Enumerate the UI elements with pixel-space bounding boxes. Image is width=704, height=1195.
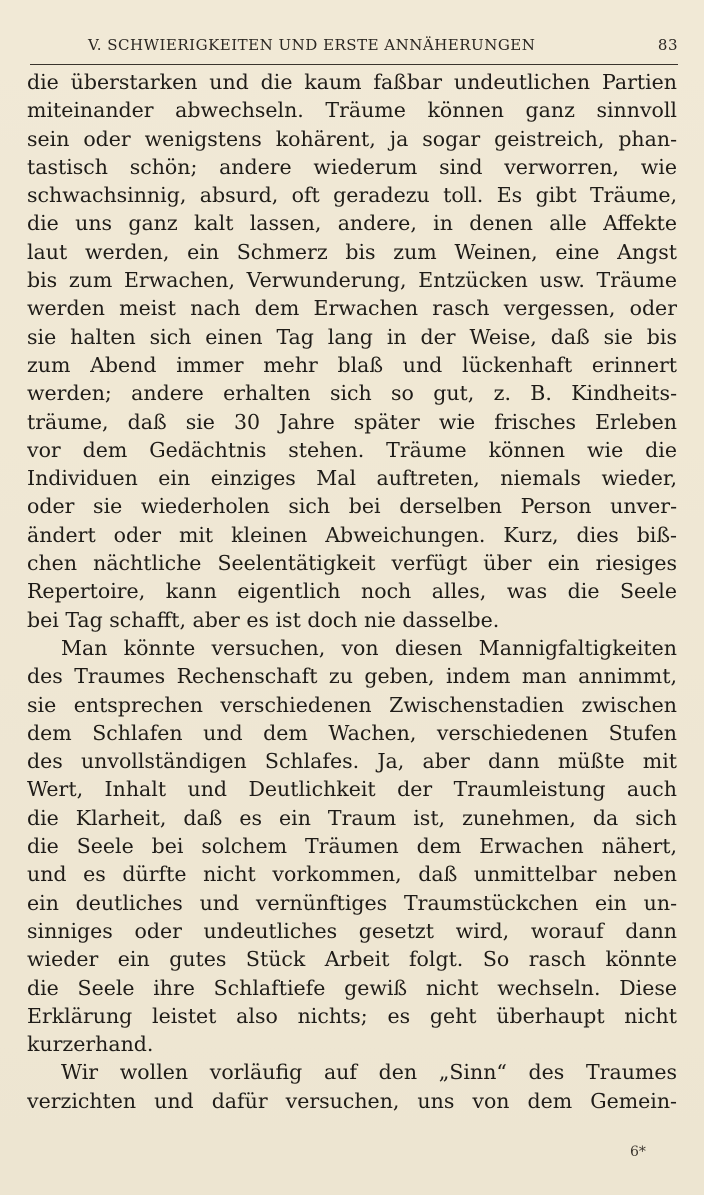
text-line: des unvollständigen Schlafes. Ja, aber dann müßte mit: [27, 749, 677, 774]
text-line: bis zum Erwachen, Verwunderung, Entzücken usw. Träume: [27, 268, 677, 293]
text-line: chen nächtliche Seelentätigkeit verfügt über ein riesiges: [27, 551, 677, 576]
text-line: Erklärung leistet also nichts; es geht überhaupt nicht: [27, 1003, 677, 1028]
signature-mark: 6*: [630, 1144, 646, 1160]
text-line: wieder ein gutes Stück Arbeit folgt. So rasch könnte: [27, 947, 677, 972]
text-line: schwachsinnig, absurd, oft geradezu toll. Es gibt Träume,: [27, 183, 677, 208]
text-line: die uns ganz kalt lassen, andere, in denen alle Affekte: [27, 211, 677, 236]
text-line: des Traumes Rechenschaft zu geben, indem man annimmt,: [27, 664, 677, 689]
page-header: [30, 34, 678, 60]
text-line: kurzerhand.: [27, 1032, 154, 1057]
text-line: ein deutliches und vernünftiges Traumstückchen ein un-: [27, 890, 677, 915]
text-line: vor dem Gedächtnis stehen. Träume können wie die: [27, 437, 677, 462]
text-line: träume, daß sie 30 Jahre später wie frisches Erleben: [27, 409, 677, 434]
body-text: [27, 68, 677, 1115]
header-rule: [30, 64, 678, 65]
text-line: die Klarheit, daß es ein Traum ist, zunehmen, da sich: [27, 805, 677, 830]
text-line: Man könnte versuchen, von diesen Mannigfaltigkeiten: [61, 635, 677, 660]
text-line: sein oder wenigstens kohärent, ja sogar geistreich, phan-: [27, 126, 677, 151]
text-line: werden meist nach dem Erwachen rasch vergessen, oder: [27, 296, 677, 321]
text-line: sie halten sich einen Tag lang in der Weise, daß sie bis: [27, 324, 677, 349]
text-line: verzichten und dafür versuchen, uns von dem Gemein-: [27, 1088, 677, 1113]
text-line: tastisch schön; andere wiederum sind verworren, wie: [27, 154, 677, 179]
text-line: sie entsprechen verschiedenen Zwischenstadien zwischen: [27, 692, 677, 717]
page-number: 83: [657, 36, 678, 54]
running-head: V. SCHWIERIGKEITEN UND ERSTE ANNÄHERUNGEN: [88, 36, 536, 54]
text-line: werden; andere erhalten sich so gut, z. B. Kindheits-: [27, 381, 677, 406]
text-line: miteinander abwechseln. Träume können ganz sinnvoll: [27, 98, 677, 123]
text-line: dem Schlafen und dem Wachen, verschiedenen Stufen: [27, 720, 677, 745]
text-line: zum Abend immer mehr blaß und lückenhaft erinnert: [27, 352, 677, 377]
text-line: Wir wollen vorläufig auf den „Sinn“ des Traumes: [61, 1060, 677, 1085]
text-line: die überstarken und die kaum faßbar undeutlichen Partien: [27, 70, 677, 94]
text-line: bei Tag schafft, aber es ist doch nie dasselbe.: [27, 607, 500, 632]
text-line: und es dürfte nicht vorkommen, daß unmittelbar neben: [27, 862, 677, 887]
text-line: Individuen ein einziges Mal auftreten, niemals wieder,: [27, 466, 677, 491]
text-line: laut werden, ein Schmerz bis zum Weinen, eine Angst: [27, 239, 677, 264]
text-line: Wert, Inhalt und Deutlichkeit der Traumleistung auch: [27, 777, 677, 802]
text-line: oder sie wiederholen sich bei derselben Person unver-: [27, 494, 677, 519]
text-line: sinniges oder undeutliches gesetzt wird, worauf dann: [27, 918, 677, 943]
text-line: die Seele ihre Schlaftiefe gewiß nicht wechseln. Diese: [27, 975, 677, 1000]
text-line: die Seele bei solchem Träumen dem Erwachen nähert,: [27, 834, 677, 859]
text-line: Repertoire, kann eigentlich noch alles, was die Seele: [27, 579, 677, 604]
text-line: ändert oder mit kleinen Abweichungen. Kurz, dies biß-: [27, 522, 677, 547]
